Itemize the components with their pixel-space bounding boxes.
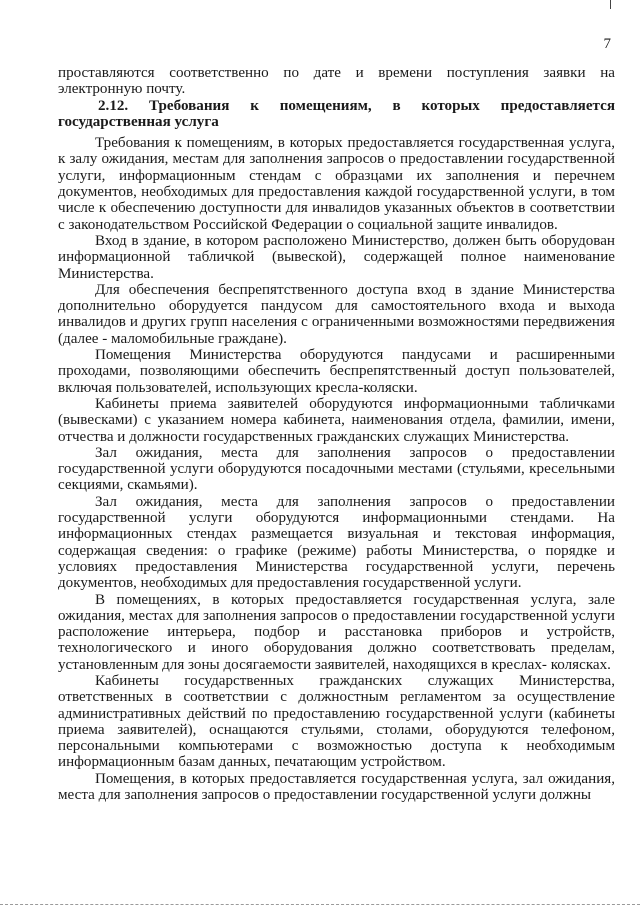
scan-corner-mark bbox=[610, 0, 611, 9]
paragraph: В помещениях, в которых предоставляется государственная услуга, зале ожидания, местах для заполнения запросов о предоставлении государственной услуги расположение интерьера, подбор и расстановка приборов и устройств, технологического и иного оборудования должно соответствовать пределам, установленным для зоны досягаемости заявителей, находящихся в креслах- колясках. bbox=[58, 591, 615, 673]
paragraph: Зал ожидания, места для заполнения запросов о предоставлении государственной услуги оборудуются информационными стендами. На информационных стендах размещается визуальная и текстовая информация, содержащая сведения: о графике (режиме) работы Министерства, о порядке и условиях предоставления Министерства государственной услуги, перечень документов, необходимых для предоставления государственной услуги. bbox=[58, 493, 615, 592]
paragraph: Зал ожидания, места для заполнения запросов о предоставлении государственной услуги оборудуются посадочными местами (стульями, кресельными секциями, скамьями). bbox=[58, 444, 615, 494]
paragraph: Требования к помещениям, в которых предоставляется государственная услуга, к залу ожидания, местам для заполнения запросов о предоставлении государственной услуги, информационным стендам с образцами их заполнения и перечнем документов, необходимых для предоставления каждой государственной услуги, в том числе к обеспечению доступности для инвалидов указанных объектов в соответствии с законодательством Российской Федерации о социальной защите инвалидов. bbox=[58, 135, 615, 233]
section-heading bbox=[58, 98, 615, 131]
paragraph: Вход в здание, в котором расположено Министерство, должен быть оборудован информационной табличкой (вывеской), содержащей полное наименование Министерства. bbox=[58, 232, 615, 282]
paragraph: Для обеспечения беспрепятственного доступа вход в здание Министерства дополнительно оборудуется пандусом для самостоятельного входа и выхода инвалидов и других групп населения с ограниченными возможностями передвижения (далее - маломобильные граждане). bbox=[58, 281, 615, 347]
paragraph: Помещения, в которых предоставляется государственная услуга, зал ожидания, места для заполнения запросов о предоставлении государственной услуги должны bbox=[58, 770, 615, 804]
paragraph: Помещения Министерства оборудуются пандусами и расширенными проходами, позволяющими обеспечить беспрепятственный доступ пользователей, включая пользователей, использующих кресла-коляски. bbox=[58, 347, 615, 396]
paragraph: Кабинеты государственных гражданских служащих Министерства, ответственных в соответствии с должностным регламентом за осуществление административных действий по предоставлению государственной услуги (кабинеты приема заявителей), оснащаются стульями, столами, оборудуются телефоном, персональными компьютерами с возможностью доступа к необходимым информационным базам данных, печатающим устройством. bbox=[58, 672, 615, 771]
section-title: Требования к помещениям, в которых предоставляется государственная услуга bbox=[58, 97, 615, 130]
section-number: 2.12. bbox=[98, 97, 129, 114]
page-number: 7 bbox=[603, 36, 611, 52]
page-bottom-edge bbox=[0, 904, 640, 905]
document-body bbox=[58, 65, 615, 803]
intro-paragraph: проставляются соответственно по дате и времени поступления заявки на электронную почту. bbox=[58, 65, 615, 98]
paragraph: Кабинеты приема заявителей оборудуются информационными табличками (вывесками) с указанием номера кабинета, наименования отдела, фамилии, имени, отчества и должности государственных гражданских служащих Министерства. bbox=[58, 395, 615, 445]
